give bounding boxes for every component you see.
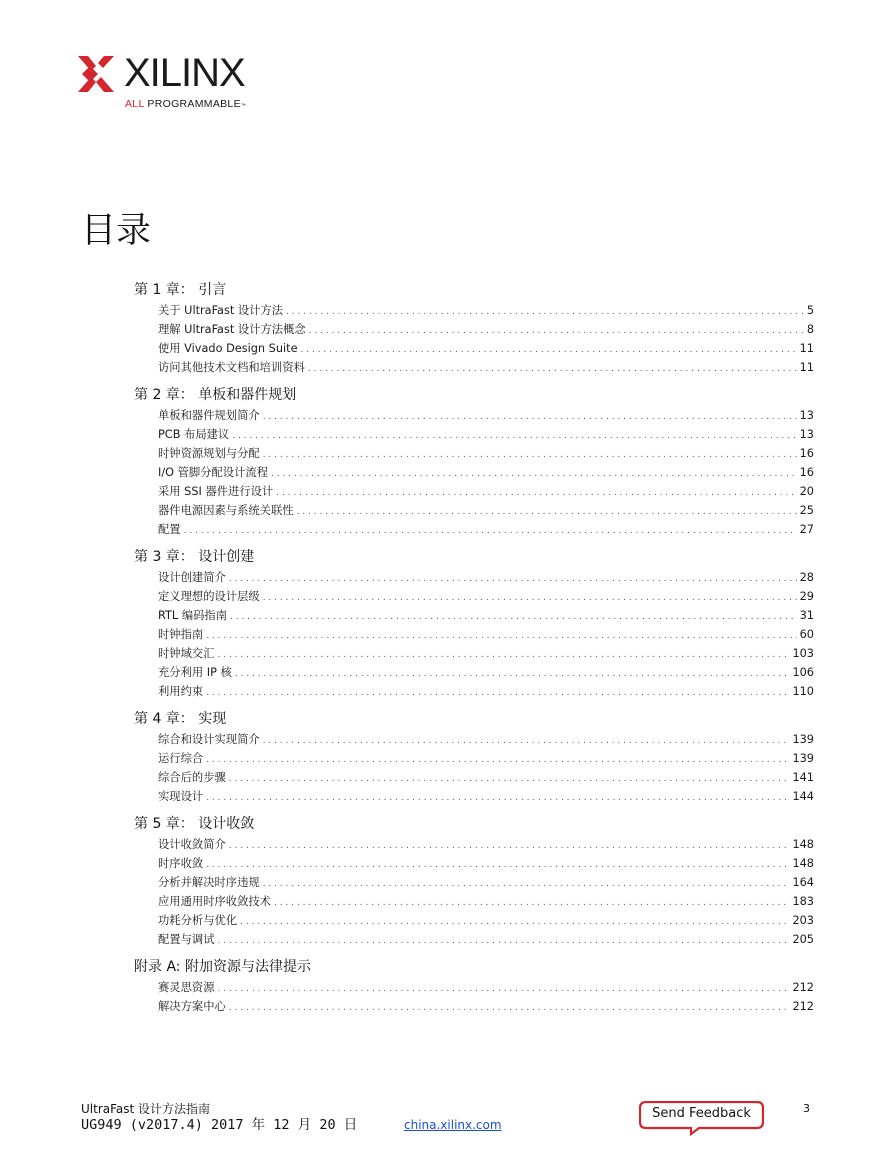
toc-entry-page: 183: [792, 895, 814, 908]
toc-entry-page: 212: [792, 981, 814, 994]
page-number: 3: [803, 1102, 810, 1115]
toc-entry-title: RTL 编码指南: [158, 609, 228, 622]
toc-entry[interactable]: [158, 835, 814, 854]
toc-entry-page: 139: [792, 752, 814, 765]
toc-entry-title: 时钟资源规划与分配: [158, 447, 260, 460]
toc-entry[interactable]: [158, 749, 814, 768]
toc-entry-page: 144: [792, 790, 814, 803]
toc-entry-page: 205: [792, 933, 814, 946]
toc-entry-title: 时序收敛: [158, 857, 204, 870]
toc-entry[interactable]: [158, 682, 814, 701]
dot-leader: [240, 913, 789, 932]
toc-chapter: [134, 280, 814, 377]
footer-doc-id: UG949 (v2017.4) 2017 年 12 月 20 日: [81, 1117, 358, 1133]
toc-entry[interactable]: [158, 358, 814, 377]
toc-entry[interactable]: [158, 406, 814, 425]
dot-leader: [271, 465, 797, 484]
tagline-rest: PROGRAMMABLE: [144, 98, 241, 110]
dot-leader: [286, 303, 804, 322]
toc-entry[interactable]: [158, 978, 814, 997]
dot-leader: [309, 322, 804, 341]
toc-entry[interactable]: [158, 625, 814, 644]
chapter-entries: [158, 730, 814, 806]
toc-entry-title: 运行综合: [158, 752, 204, 765]
toc-entry[interactable]: [158, 644, 814, 663]
toc-entry-title: 应用通用时序收敛技术: [158, 895, 271, 908]
toc-entry-title: PCB 布局建议: [158, 428, 230, 441]
dot-leader: [276, 484, 796, 503]
dot-leader: [184, 522, 797, 541]
toc-entry[interactable]: [158, 301, 814, 320]
chapter-heading[interactable]: 第 3 章： 设计创建: [134, 549, 255, 565]
toc-entry-page: 16: [799, 466, 814, 479]
dot-leader: [218, 932, 790, 951]
toc-entry-title: 综合后的步骤: [158, 771, 226, 784]
toc-entry-page: 5: [806, 304, 814, 317]
toc-entry-title: 解决方案中心: [158, 1000, 226, 1013]
toc-entry[interactable]: [158, 444, 814, 463]
table-of-contents: [134, 280, 814, 1024]
toc-entry-page: 60: [799, 628, 814, 641]
toc-entry-page: 20: [799, 485, 814, 498]
dot-leader: [263, 589, 797, 608]
toc-entry-page: 16: [799, 447, 814, 460]
toc-entry[interactable]: [158, 930, 814, 949]
toc-entry-page: 164: [792, 876, 814, 889]
toc-entry-title: 配置与调试: [158, 933, 215, 946]
dot-leader: [308, 360, 797, 379]
toc-entry[interactable]: [158, 892, 814, 911]
toc-entry-page: 141: [792, 771, 814, 784]
chapter-heading[interactable]: 第 4 章： 实现: [134, 711, 227, 727]
toc-entry[interactable]: [158, 873, 814, 892]
dot-leader: [263, 446, 797, 465]
toc-entry[interactable]: [158, 730, 814, 749]
toc-entry-title: 利用约束: [158, 685, 204, 698]
toc-entry-title: 设计收敛简介: [158, 838, 226, 851]
chapter-entries: [158, 978, 814, 1016]
toc-entry[interactable]: [158, 425, 814, 444]
toc-entry-page: 29: [799, 590, 814, 603]
chapter-entries: [158, 406, 814, 539]
dot-leader: [218, 646, 790, 665]
toc-entry-page: 203: [792, 914, 814, 927]
toc-entry[interactable]: [158, 463, 814, 482]
toc-entry[interactable]: [158, 663, 814, 682]
toc-entry[interactable]: [158, 520, 814, 539]
send-feedback-button[interactable]: [639, 1101, 764, 1136]
toc-entry[interactable]: [158, 768, 814, 787]
dot-leader: [229, 999, 790, 1018]
chapter-heading[interactable]: 附录 A: 附加资源与法律提示: [134, 959, 311, 975]
toc-entry[interactable]: [158, 482, 814, 501]
toc-entry-page: 139: [792, 733, 814, 746]
chapter-entries: [158, 835, 814, 949]
toc-entry[interactable]: [158, 911, 814, 930]
toc-entry-title: 时钟指南: [158, 628, 204, 641]
toc-entry-title: I/O 管脚分配设计流程: [158, 466, 268, 479]
toc-entry-title: 器件电源因素与系统关联性: [158, 504, 294, 517]
toc-entry[interactable]: [158, 997, 814, 1016]
toc-entry-page: 110: [792, 685, 814, 698]
toc-entry[interactable]: [158, 587, 814, 606]
toc-entry[interactable]: [158, 787, 814, 806]
xilinx-x-mark-icon: [78, 56, 114, 92]
chapter-heading[interactable]: 第 2 章： 单板和器件规划: [134, 387, 297, 403]
toc-entry-title: 理解 UltraFast 设计方法概念: [158, 323, 306, 336]
chapter-entries: [158, 301, 814, 377]
toc-entry-page: 27: [799, 523, 814, 536]
toc-entry-page: 11: [799, 361, 814, 374]
toc-chapter: [134, 814, 814, 949]
toc-entry-title: 功耗分析与优化: [158, 914, 238, 927]
chapter-heading[interactable]: 第 1 章： 引言: [134, 282, 227, 298]
toc-entry-title: 采用 SSI 器件进行设计: [158, 485, 274, 498]
toc-chapter: [134, 385, 814, 539]
dot-leader: [232, 427, 796, 446]
dot-leader: [206, 627, 796, 646]
dot-leader: [206, 856, 789, 875]
dot-leader: [263, 408, 797, 427]
toc-entry-page: 13: [799, 428, 814, 441]
chapter-heading[interactable]: 第 5 章： 设计收敛: [134, 816, 255, 832]
toc-entry[interactable]: [158, 854, 814, 873]
dot-leader: [206, 751, 789, 770]
dot-leader: [218, 980, 790, 999]
toc-entry-title: 设计创建简介: [158, 571, 226, 584]
toc-entry-title: 使用 Vivado Design Suite: [158, 342, 298, 355]
toc-entry[interactable]: [158, 568, 814, 587]
toc-entry-page: 11: [799, 342, 814, 355]
xilinx-logo: [78, 53, 263, 113]
chapter-entries: [158, 568, 814, 701]
toc-chapter: [134, 547, 814, 701]
dot-leader: [235, 665, 790, 684]
toc-entry-page: 28: [799, 571, 814, 584]
toc-entry-page: 31: [799, 609, 814, 622]
toc-entry-page: 13: [799, 409, 814, 422]
dot-leader: [301, 341, 797, 360]
trademark-mark: ™: [240, 103, 247, 109]
dot-leader: [206, 789, 789, 808]
toc-chapter: [134, 709, 814, 806]
toc-entry-title: 定义理想的设计层级: [158, 590, 260, 603]
toc-entry-title: 配置: [158, 523, 181, 536]
toc-entry-title: 关于 UltraFast 设计方法: [158, 304, 284, 317]
dot-leader: [274, 894, 789, 913]
toc-entry-title: 单板和器件规划简介: [158, 409, 260, 422]
dot-leader: [297, 503, 797, 522]
toc-entry-page: 148: [792, 857, 814, 870]
toc-entry[interactable]: [158, 339, 814, 358]
toc-entry[interactable]: [158, 320, 814, 339]
dot-leader: [229, 837, 790, 856]
toc-entry-page: 103: [792, 647, 814, 660]
toc-entry-title: 综合和设计实现简介: [158, 733, 260, 746]
footer-doc-title: UltraFast 设计方法指南: [81, 1102, 211, 1116]
dot-leader: [230, 608, 797, 627]
dot-leader: [263, 875, 790, 894]
toc-entry-title: 分析并解决时序违规: [158, 876, 260, 889]
send-feedback-label: Send Feedback: [652, 1106, 751, 1121]
footer-website-link[interactable]: china.xilinx.com: [404, 1118, 502, 1132]
tagline-accent: ALL: [125, 98, 145, 110]
dot-leader: [206, 684, 789, 703]
toc-entry-title: 访问其他技术文档和培训资料: [158, 361, 305, 374]
xilinx-wordmark: XILINX: [124, 51, 245, 95]
toc-chapter: [134, 957, 814, 1016]
dot-leader: [229, 570, 797, 589]
toc-entry[interactable]: [158, 606, 814, 625]
dot-leader: [229, 770, 790, 789]
logo-tagline: [125, 98, 246, 110]
toc-entry-page: 8: [806, 323, 814, 336]
toc-entry-title: 充分利用 IP 核: [158, 666, 232, 679]
toc-entry-title: 时钟域交汇: [158, 647, 215, 660]
page-title: 目录: [81, 211, 152, 251]
toc-entry[interactable]: [158, 501, 814, 520]
toc-entry-title: 实现设计: [158, 790, 204, 803]
toc-entry-title: 赛灵思资源: [158, 981, 215, 994]
toc-entry-page: 148: [792, 838, 814, 851]
toc-entry-page: 212: [792, 1000, 814, 1013]
dot-leader: [263, 732, 790, 751]
toc-entry-page: 106: [792, 666, 814, 679]
toc-entry-page: 25: [799, 504, 814, 517]
